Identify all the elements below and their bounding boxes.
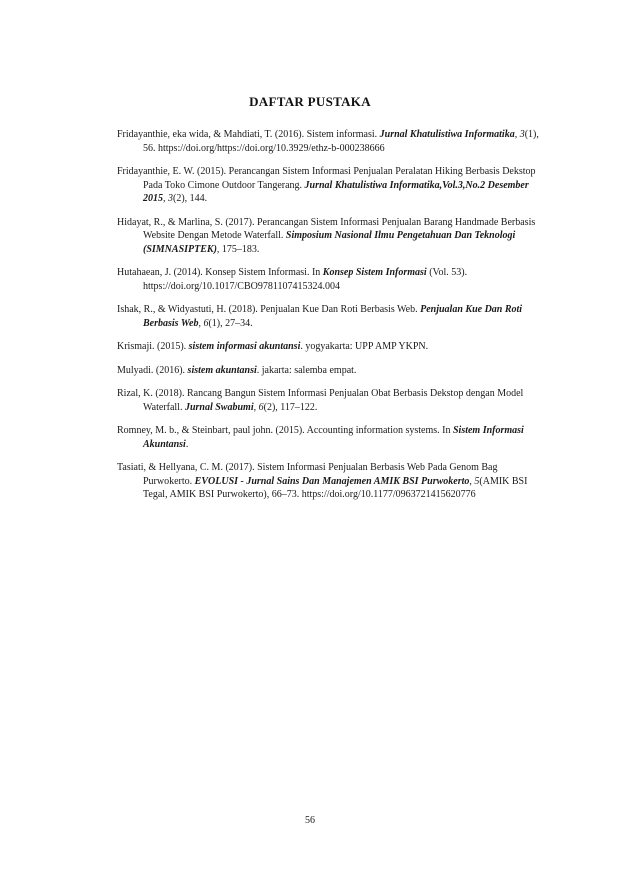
ref-sep: , (198, 317, 204, 329)
page-number: 56 (305, 815, 315, 826)
ref-text: Hutahaean, J. (2014). Konsep Sistem Informasi. In (117, 267, 323, 278)
ref-sep: . (185, 438, 189, 450)
ref-text: Ishak, R., & Widyastuti, H. (2018). Penjualan Kue Dan Roti Berbasis Web. (117, 304, 421, 315)
ref-source: sistem akuntansi (187, 364, 257, 376)
ref-source: Jurnal Swabumi (184, 401, 254, 413)
ref-text: Romney, M. b., & Steinbart, paul john. (2015). Accounting information systems. In (117, 425, 453, 436)
ref-tail: (1), 27–34. (208, 317, 253, 329)
reference-entry (117, 216, 542, 257)
page-title: DAFTAR PUSTAKA (249, 94, 371, 109)
reference-entry (117, 364, 542, 378)
ref-text: Hidayat, R., & Marlina, S. (2017). Perancangan Sistem Informasi Penjualan Barang Handmade Berbasis Website Dengan Metode Waterfall. (117, 216, 536, 241)
ref-text: Tasiati, & Hellyana, C. M. (2017). Sistem Informasi Penjualan Berbasis Web Pada Genom Bag Purwokerto. (117, 462, 498, 487)
ref-sep: (Vol. 53). https://doi.org/10.1017/CBO9781107415324.004 (143, 267, 468, 292)
ref-text: Rizal, K. (2018). Rancang Bangun Sistem Informasi Penjualan Obat Berbasis Dekstop dengan Model Waterfall. (117, 388, 524, 413)
reference-entry (117, 128, 542, 155)
ref-volume: 6 (203, 317, 209, 329)
ref-tail: (AMIK BSI Tegal, AMIK BSI Purwokerto), 66–73. https://doi.org/10.1177/0963721415620776 (143, 475, 528, 500)
ref-source: EVOLUSI - Jurnal Sains Dan Manajemen AMIK BSI Purwokerto (194, 475, 470, 487)
ref-source: Penjualan Kue Dan Roti Berbasis Web (143, 304, 523, 329)
reference-list (117, 128, 542, 512)
ref-volume: 6 (258, 401, 264, 413)
ref-volume: 3 (519, 129, 525, 140)
ref-text: Fridayanthie, E. W. (2015). Perancangan Sistem Informasi Penjualan Peralatan Hiking Berbasis Dekstop Pada Toko Cimone Outdoor Tangerang. (117, 166, 536, 191)
ref-text: Fridayanthie, eka wida, & Mahdiati, T. (2016). Sistem informasi. (117, 129, 380, 140)
ref-source: Sistem Informasi Akuntansi (143, 425, 524, 450)
ref-sep: , (469, 475, 475, 487)
reference-entry (117, 387, 542, 414)
reference-entry (117, 165, 542, 206)
ref-sep: , (163, 193, 168, 204)
ref-source: Simposium Nasional Ilmu Pengetahuan Dan Teknologi (SIMNASIPTEK) (143, 230, 516, 255)
ref-source: Jurnal Khatulistiwa Informatika,Vol.3,No.2 Desember 2015 (143, 179, 529, 204)
ref-sep: . jakarta: salemba empat. (256, 364, 357, 376)
ref-volume: 3 (168, 193, 173, 204)
reference-entry (117, 424, 542, 451)
ref-source: sistem informasi akuntansi (188, 341, 301, 352)
reference-entry (117, 340, 542, 354)
ref-sep: . yogyakarta: UPP AMP YKPN. (300, 341, 429, 352)
ref-volume: 5 (474, 475, 480, 487)
ref-sep: , (514, 129, 520, 140)
ref-text: Mulyadi. (2016). (117, 364, 188, 376)
reference-entry (117, 266, 542, 293)
reference-entry (117, 303, 542, 330)
ref-source: Konsep Sistem Informasi (322, 267, 427, 278)
ref-tail: (2), 117–122. (263, 401, 318, 413)
ref-text: Krismaji. (2015). (117, 341, 189, 352)
reference-entry (117, 461, 542, 502)
ref-sep: , 175–183. (216, 243, 260, 255)
ref-tail: (1), 56. https://doi.org/https://doi.org/10.3929/ethz-b-000238666 (143, 129, 539, 154)
ref-source: Jurnal Khatulistiwa Informatika (379, 129, 515, 140)
ref-sep: , (253, 401, 259, 413)
ref-tail: (2), 144. (173, 193, 208, 204)
